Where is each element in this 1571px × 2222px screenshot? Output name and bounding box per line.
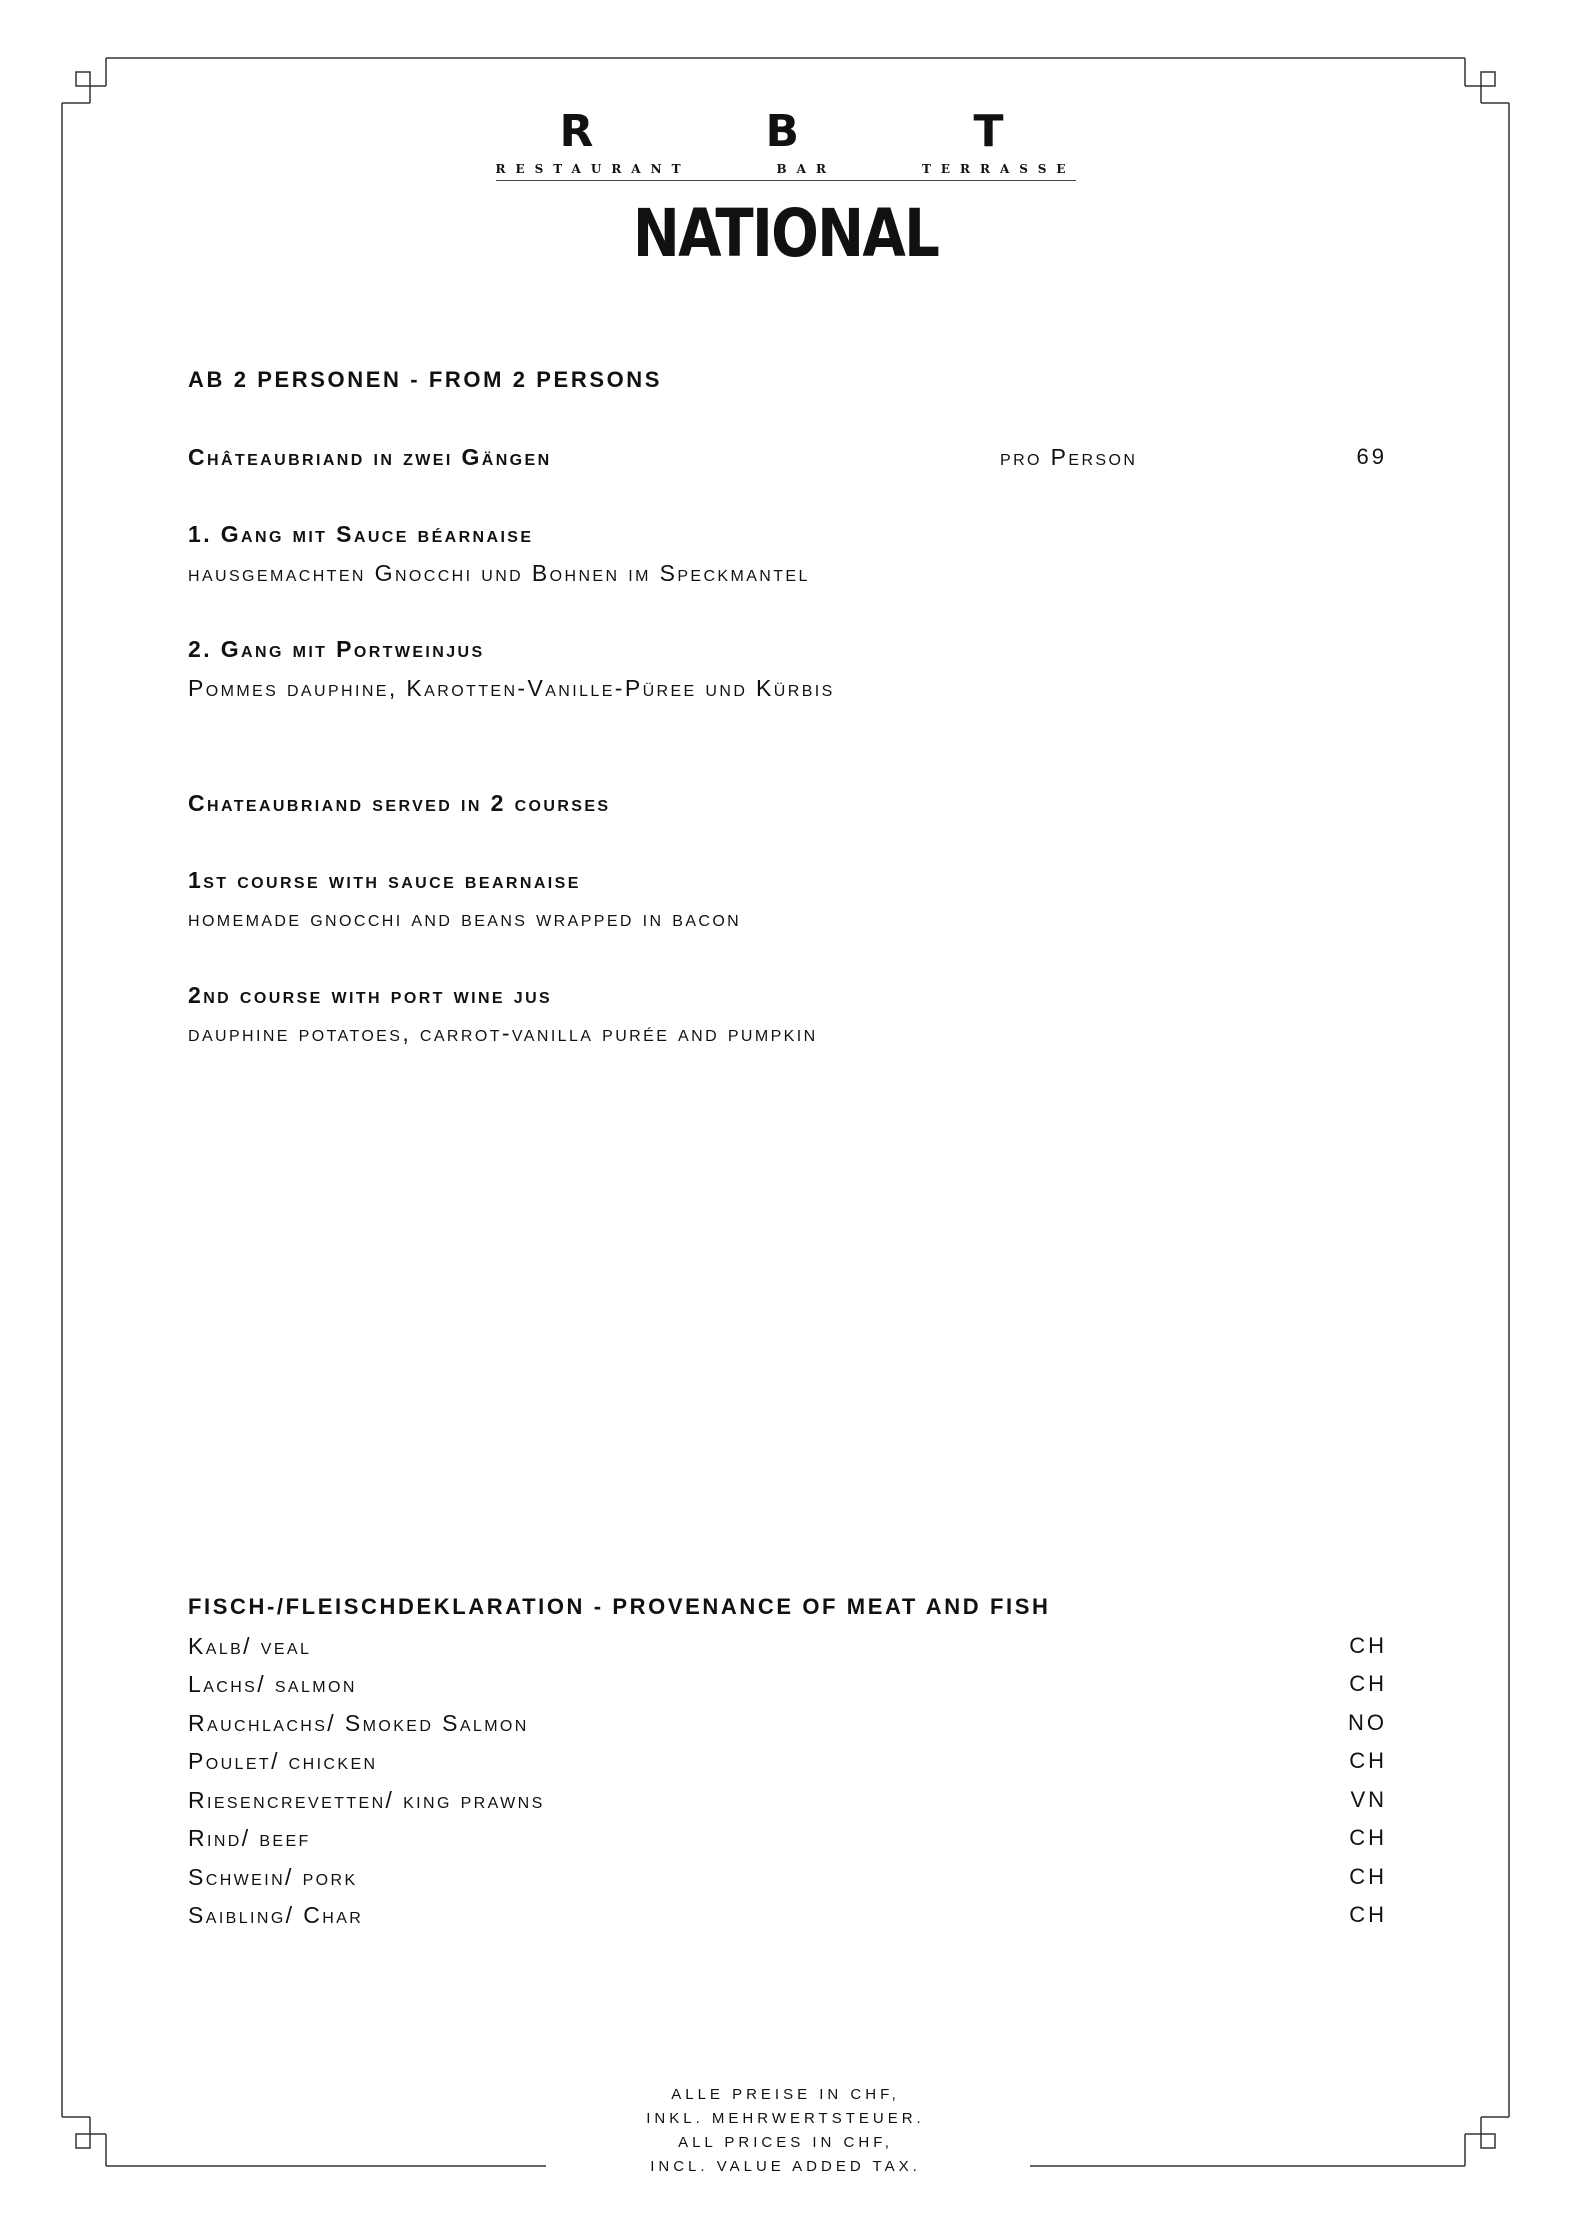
provenance-origin: CH bbox=[1349, 1825, 1387, 1850]
logo-subtitle-terrasse: TERRASSE bbox=[921, 162, 1076, 176]
provenance-item: Lachs/ salmon bbox=[188, 1671, 357, 1697]
en-course1-desc: homemade gnocchi and beans wrapped in bacon bbox=[188, 905, 742, 931]
provenance-item: Poulet/ chicken bbox=[188, 1748, 378, 1774]
en-course2-desc: dauphine potatoes, carrot-vanilla purée and pumpkin bbox=[188, 1020, 818, 1046]
provenance-origin: CH bbox=[1349, 1748, 1387, 1773]
provenance-item: Riesencrevetten/ king prawns bbox=[188, 1787, 545, 1813]
price-note-line: ALL PRICES IN CHF, bbox=[678, 2134, 893, 2151]
provenance-origin: CH bbox=[1349, 1633, 1387, 1658]
provenance-item: Saibling/ Char bbox=[188, 1902, 364, 1928]
provenance-heading: FISCH-/FLEISCHDEKLARATION - PROVENANCE OF MEAT AND FISH bbox=[188, 1594, 1051, 1619]
persons-heading: AB 2 PERSONEN - FROM 2 PERSONS bbox=[188, 367, 663, 392]
dish-price: 69 bbox=[1356, 444, 1387, 469]
en-course2-title: 2nd course with port wine jus bbox=[188, 982, 553, 1008]
provenance-origin: NO bbox=[1348, 1710, 1387, 1735]
de-course2-desc: Pommes dauphine, Karotten-Vanille-Püree und Kürbis bbox=[188, 675, 835, 701]
logo-name: NATIONAL bbox=[632, 195, 939, 272]
price-note-line: INCL. VALUE ADDED TAX. bbox=[650, 2158, 921, 2175]
logo-letter-r: R bbox=[559, 106, 590, 157]
provenance-item: Rind/ beef bbox=[188, 1825, 311, 1851]
price-note-line: INKL. MEHRWERTSTEUER. bbox=[646, 2110, 925, 2127]
de-course2-title: 2. Gang mit Portweinjus bbox=[188, 636, 485, 662]
provenance-item: Rauchlachs/ Smoked Salmon bbox=[188, 1710, 529, 1736]
logo-monogram bbox=[496, 106, 1076, 158]
logo-subtitle bbox=[496, 162, 1076, 176]
provenance-item: Schwein/ pork bbox=[188, 1864, 358, 1890]
logo-letter-t: T bbox=[973, 106, 1000, 157]
de-course1-desc: hausgemachten Gnocchi und Bohnen im Speckmantel bbox=[188, 560, 810, 586]
provenance-origin: CH bbox=[1349, 1902, 1387, 1927]
dish-unit: pro Person bbox=[1000, 444, 1138, 470]
logo-letter-b: B bbox=[765, 106, 796, 157]
en-course1-title: 1st course with sauce bearnaise bbox=[188, 867, 581, 893]
price-note-line: ALLE PREISE IN CHF, bbox=[671, 2086, 900, 2103]
provenance-origin: CH bbox=[1349, 1864, 1387, 1889]
provenance-item: Kalb/ veal bbox=[188, 1633, 312, 1659]
en-title: Chateaubriand served in 2 courses bbox=[188, 790, 611, 816]
dish-name: Châteaubriand in zwei Gängen bbox=[188, 444, 552, 470]
provenance-origin: CH bbox=[1349, 1671, 1387, 1696]
price-note bbox=[0, 2083, 1571, 2179]
restaurant-logo bbox=[0, 106, 1571, 272]
provenance-origin: VN bbox=[1350, 1787, 1387, 1812]
de-course1-title: 1. Gang mit Sauce béarnaise bbox=[188, 521, 534, 547]
logo-divider bbox=[496, 180, 1076, 181]
logo-subtitle-bar: BAR bbox=[776, 162, 836, 176]
logo-subtitle-restaurant: RESTAURANT bbox=[495, 162, 691, 176]
